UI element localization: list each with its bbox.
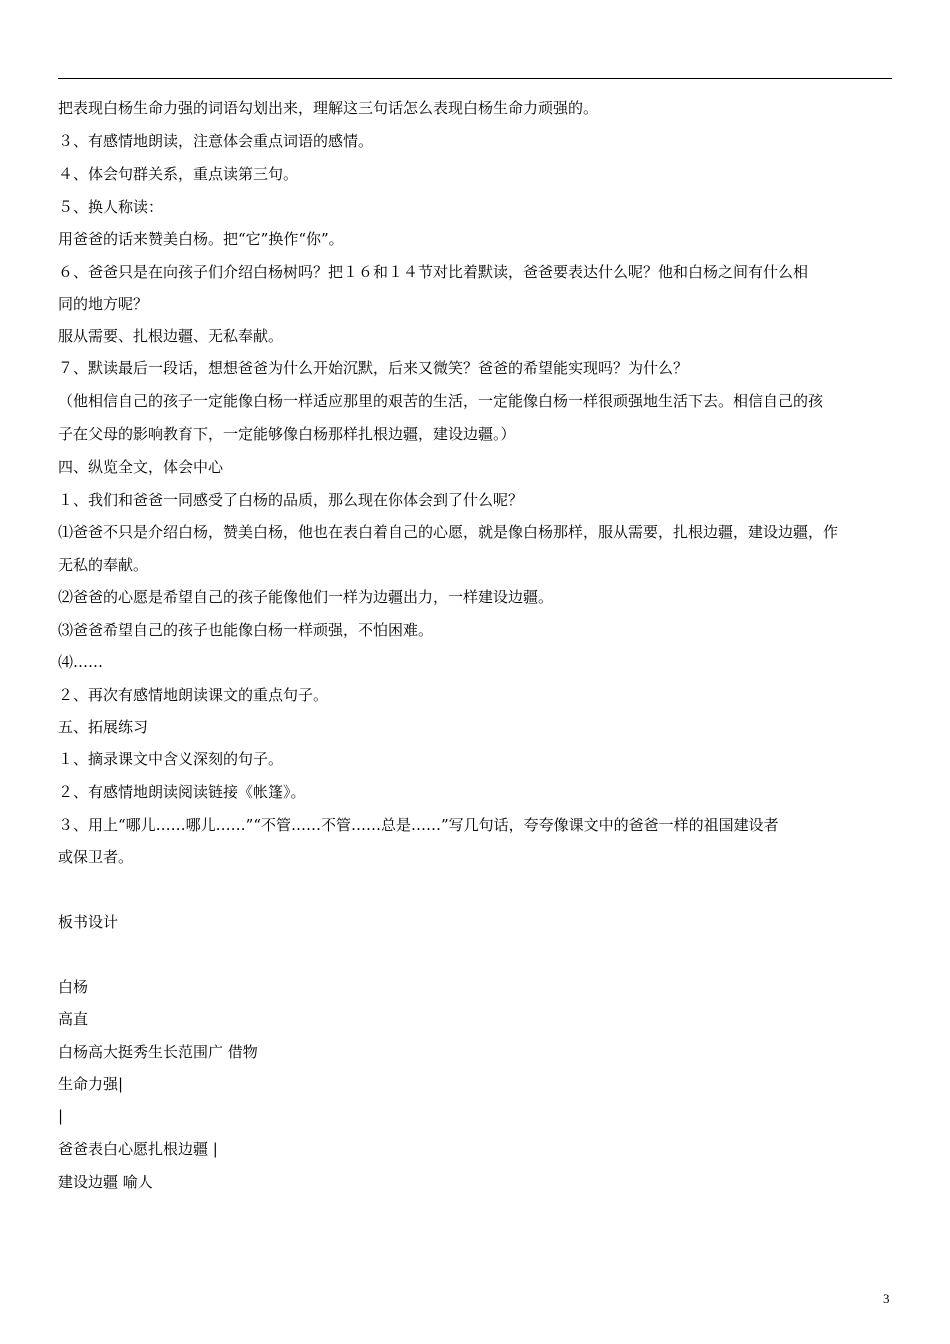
page-number: 3 [883, 1291, 890, 1306]
text-line: ６、爸爸只是在向孩子们介绍白杨树吗？把１６和１４节对比着默读，爸爸要表达什么呢？他和白杨之间有什么相 [58, 263, 809, 281]
text-line: ７、默读最后一段话，想想爸爸为什么开始沉默，后来又微笑？爸爸的希望能实现吗？为什么？ [58, 359, 689, 377]
text-line: 用爸爸的话来赞美白杨。把“它”换作“你”。 [58, 230, 344, 248]
text-line: 无私的奉献。 [58, 556, 149, 574]
board-line: 爸爸表白心愿扎根边疆 | [58, 1140, 218, 1158]
text-line: 把表现白杨生命力强的词语勾划出来，理解这三句话怎么表现白杨生命力顽强的。 [58, 99, 599, 117]
board-line: 白杨 [58, 978, 89, 996]
text-line: ３、有感情地朗读，注意体会重点词语的感情。 [58, 132, 374, 150]
text-line: 同的地方呢？ [58, 295, 149, 313]
text-line: （他相信自己的孩子一定能像白杨一样适应那里的艰苦的生活，一定能像白杨一样很顽强地生活下去。相信自己的孩 [58, 392, 824, 410]
text-line: ４、体会句群关系，重点读第三句。 [58, 165, 299, 183]
board-line: 白杨高大挺秀生长范围广 借物 [58, 1043, 258, 1061]
text-line: ⑶爸爸希望自己的孩子也能像白杨一样顽强，不怕困难。 [58, 621, 434, 639]
text-line: ⑴爸爸不只是介绍白杨，赞美白杨，他也在表白着自己的心愿，就是像白杨那样，服从需要，扎根边疆，建设边疆，作 [58, 523, 839, 541]
section-heading: 五、拓展练习 [58, 718, 149, 736]
text-line: ２、有感情地朗读阅读链接《帐篷》。 [58, 783, 306, 801]
text-line: １、摘录课文中含义深刻的句子。 [58, 750, 284, 768]
board-line: 高直 [58, 1010, 89, 1028]
board-line: 生命力强| [58, 1075, 124, 1093]
board-line: | [58, 1107, 64, 1125]
text-line: ５、换人称读： [58, 198, 164, 216]
text-line: １、我们和爸爸一同感受了白杨的品质，那么现在你体会到了什么呢？ [58, 491, 524, 509]
text-line: ⑵爸爸的心愿是希望自己的孩子能像他们一样为边疆出力，一样建设边疆。 [58, 588, 554, 606]
text-line: ２、再次有感情地朗读课文的重点句子。 [58, 686, 329, 704]
text-line: 服从需要、扎根边疆、无私奉献。 [58, 327, 284, 345]
section-heading: 板书设计 [58, 913, 119, 931]
board-line: 建设边疆 喻人 [58, 1173, 153, 1191]
section-heading: 四、纵览全文，体会中心 [58, 458, 224, 476]
text-line: 子在父母的影响教育下，一定能够像白杨那样扎根边疆，建设边疆。） [58, 425, 516, 443]
header-rule [58, 78, 892, 79]
text-line: 或保卫者。 [58, 848, 134, 866]
text-line: ⑷…… [58, 653, 104, 671]
text-line: ３、用上“哪儿……哪儿……”“不管……不管……总是……”写几句话，夸夸像课文中的爸爸一样的祖国建设者 [58, 816, 779, 834]
